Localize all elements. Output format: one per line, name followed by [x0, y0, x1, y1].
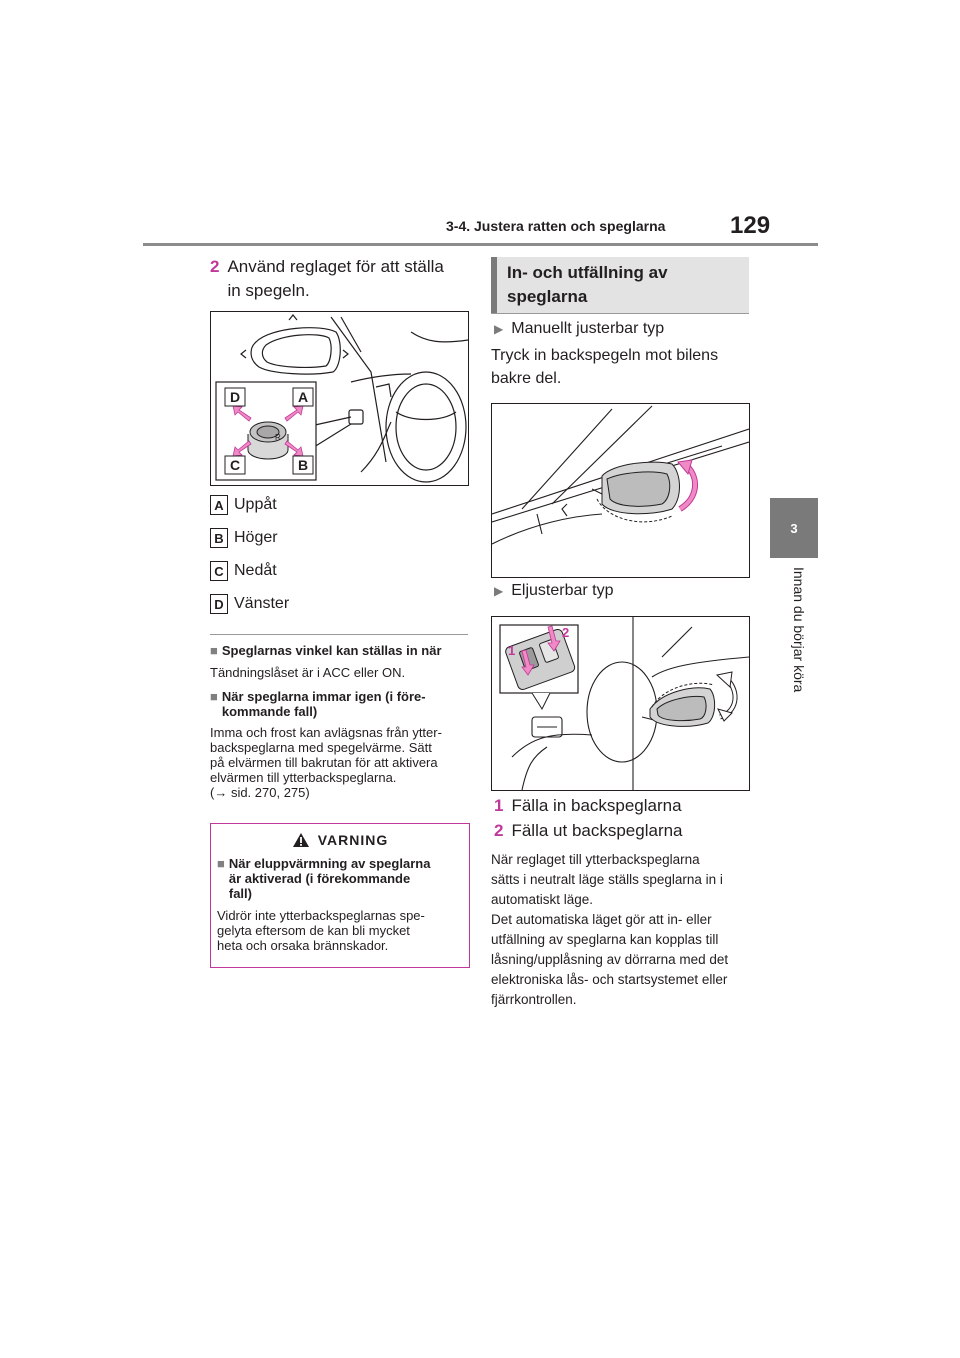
square-bullet-icon: ■	[217, 856, 225, 871]
chapter-title: Innan du börjar köra	[791, 567, 807, 693]
legend-item	[210, 593, 460, 615]
mirror-switch-illustration	[211, 312, 468, 485]
manual-fold-figure	[491, 403, 750, 578]
fold-step	[494, 819, 754, 843]
step-number: 2	[210, 257, 220, 276]
chapter-tab	[770, 498, 818, 558]
manual-type-label: ▶ Manuellt justerbar typ	[494, 320, 665, 337]
page-number: 129	[730, 212, 771, 239]
warning-header	[211, 824, 469, 856]
section-heading: In- och utfällning av speglarna	[491, 257, 749, 313]
figure-label-2: 2	[562, 625, 570, 640]
mirror-switch-figure	[210, 311, 469, 486]
square-bullet-icon: ■	[210, 643, 218, 658]
note-heading: ■ När speglarna immar igen (i före- kommande fall)	[210, 689, 426, 719]
triangle-bullet-icon: ▶	[494, 584, 504, 598]
section-title: 3-4. Justera ratten och speglarna	[446, 218, 666, 234]
step-number: 1	[494, 796, 504, 815]
figure-label-b: B	[297, 457, 309, 473]
legend-item	[210, 527, 460, 549]
legend-item	[210, 494, 460, 516]
step-number: 2	[494, 821, 504, 840]
legend-key: A	[210, 495, 228, 515]
manual-mirror-illustration	[492, 404, 749, 577]
auto-mode-note: När reglaget till ytterbackspeglarna sätts i neutralt läge ställs speglarna in i automatiskt läge. Det automatiska läget gör att in- eller utfällning av speglarna kan kopplas till låsning/upplåsning av dörrarna med det elektroniska lås- och startsystemet eller fjärrkontrollen.	[491, 852, 729, 1007]
note-body: Tändningslåset är i ACC eller ON.	[210, 665, 406, 680]
warning-triangle-icon	[292, 832, 310, 848]
note-body: Imma och frost kan avlägsnas från ytter- backspeglarna med spegelvärme. Sätt på elvärmen till bakrutan för att aktivera elvärmen till ytterbackspeglarna. (→ sid. 270, 275)	[210, 725, 442, 800]
warning-heading: ■ När eluppvärmning av speglarna är aktiverad (i förekommande fall)	[217, 856, 431, 901]
heading-divider	[491, 313, 749, 314]
electric-mirror-illustration	[492, 617, 749, 790]
warning-box	[210, 823, 470, 968]
legend-text: Vänster	[234, 595, 290, 612]
legend-text: Nedåt	[234, 562, 277, 579]
direction-legend	[210, 494, 460, 615]
fold-step	[494, 794, 754, 818]
legend-key: B	[210, 528, 228, 548]
electric-fold-figure	[491, 616, 750, 791]
knob-marker-r: R	[275, 433, 281, 442]
warning-body: Vidrör inte ytterbackspeglarnas spe- gelyta eftersom de kan bli mycket heta och orsaka brännskador.	[217, 908, 425, 953]
figure-label-a: A	[297, 389, 309, 405]
warning-title: VARNING	[317, 832, 389, 848]
legend-key: C	[210, 561, 228, 581]
legend-item	[210, 560, 460, 582]
square-bullet-icon: ■	[210, 689, 218, 704]
manual-instruction: Tryck in backspegeln mot bilens bakre del.	[491, 347, 719, 387]
figure-label-c: C	[229, 457, 241, 473]
header-divider	[143, 243, 818, 246]
step-text: Fälla in backspeglarna	[511, 796, 682, 815]
figure-label-d: D	[229, 389, 241, 405]
figure-label-1: 1	[508, 643, 516, 658]
triangle-bullet-icon: ▶	[494, 322, 504, 336]
legend-key: D	[210, 594, 228, 614]
step-2	[210, 255, 470, 303]
notes-divider	[210, 634, 468, 635]
notes	[210, 643, 472, 800]
electric-type-label: ▶ Eljusterbar typ	[494, 582, 614, 599]
note-heading: ■ Speglarnas vinkel kan ställas in när	[210, 643, 442, 658]
step-text: Använd reglaget för att ställa in spegeln.	[227, 257, 444, 300]
fold-steps	[494, 794, 754, 843]
legend-text: Uppåt	[234, 496, 277, 513]
chapter-number: 3	[790, 520, 798, 536]
step-text: Fälla ut backspeglarna	[511, 821, 683, 840]
legend-text: Höger	[234, 529, 278, 546]
